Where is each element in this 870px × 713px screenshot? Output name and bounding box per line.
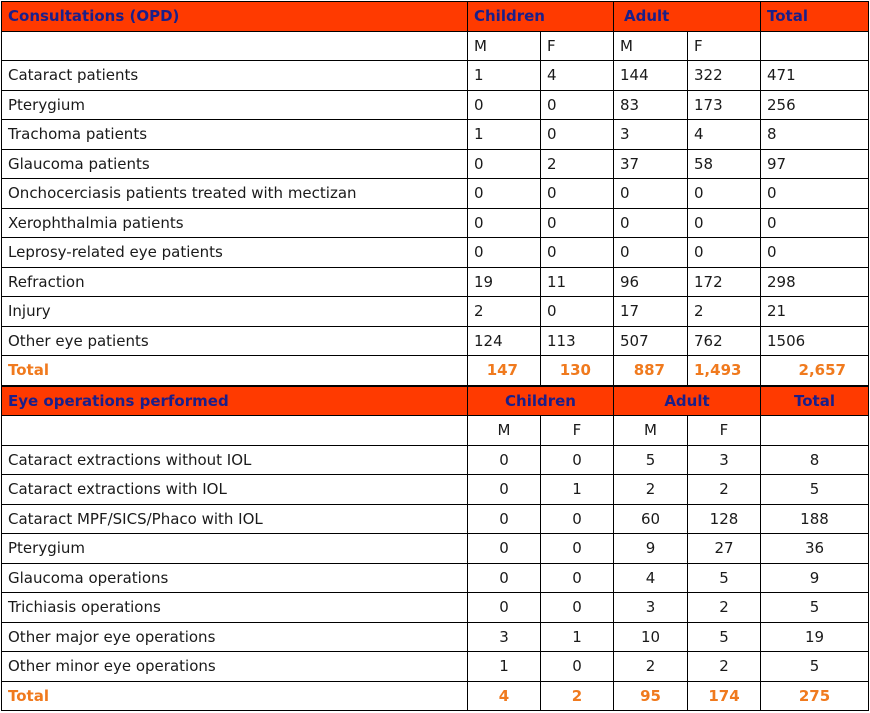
table-row [2, 504, 869, 534]
cell-adult-m: 3 [614, 120, 688, 150]
cell-adult-f: 27 [688, 534, 761, 564]
table-row [2, 622, 869, 652]
cell-adult-f: 172 [688, 267, 761, 297]
cell-children-f: 0 [541, 652, 614, 682]
ops-sub-children-f: F [541, 416, 614, 446]
opd-sub-children-m: M [468, 31, 541, 61]
opd-header-row [2, 2, 869, 32]
cell-children-m: 0 [468, 475, 541, 505]
opd-sub-adult-m: M [614, 31, 688, 61]
table-row [2, 297, 869, 327]
total-adult-f: 1,493 [688, 356, 761, 386]
cell-children-f: 113 [541, 326, 614, 356]
opd-adult-header: Adult [614, 2, 761, 32]
cell-adult-m: 2 [614, 475, 688, 505]
cell-children-m: 1 [468, 652, 541, 682]
total-children-f: 2 [541, 681, 614, 711]
cell-adult-m: 3 [614, 593, 688, 623]
cell-adult-m: 5 [614, 445, 688, 475]
cell-adult-m: 10 [614, 622, 688, 652]
cell-children-m: 3 [468, 622, 541, 652]
total-children-f: 130 [541, 356, 614, 386]
cell-total: 5 [761, 593, 869, 623]
total-adult-f: 174 [688, 681, 761, 711]
opd-sub-adult-f: F [688, 31, 761, 61]
row-label: Glaucoma patients [2, 149, 468, 179]
total-total: 275 [761, 681, 869, 711]
row-label: Pterygium [2, 534, 468, 564]
cell-children-f: 11 [541, 267, 614, 297]
cell-children-f: 0 [541, 238, 614, 268]
cell-children-f: 4 [541, 61, 614, 91]
cell-children-m: 0 [468, 504, 541, 534]
cell-adult-f: 2 [688, 652, 761, 682]
cell-children-m: 0 [468, 593, 541, 623]
row-label: Other minor eye operations [2, 652, 468, 682]
cell-children-f: 2 [541, 149, 614, 179]
ops-children-header: Children [468, 386, 614, 416]
cell-children-m: 0 [468, 90, 541, 120]
cell-adult-f: 4 [688, 120, 761, 150]
cell-adult-m: 144 [614, 61, 688, 91]
cell-adult-f: 2 [688, 297, 761, 327]
ops-table-body [2, 386, 869, 711]
cell-total: 471 [761, 61, 869, 91]
cell-children-m: 0 [468, 149, 541, 179]
cell-children-m: 0 [468, 238, 541, 268]
row-label: Injury [2, 297, 468, 327]
cell-children-f: 0 [541, 445, 614, 475]
total-children-m: 147 [468, 356, 541, 386]
cell-children-m: 0 [468, 208, 541, 238]
table-row [2, 534, 869, 564]
cell-adult-f: 3 [688, 445, 761, 475]
table-row [2, 120, 869, 150]
cell-total: 1506 [761, 326, 869, 356]
cell-children-m: 2 [468, 297, 541, 327]
opd-table [1, 1, 869, 386]
cell-adult-m: 0 [614, 208, 688, 238]
cell-children-m: 0 [468, 563, 541, 593]
cell-adult-f: 173 [688, 90, 761, 120]
table-row [2, 149, 869, 179]
row-label: Pterygium [2, 90, 468, 120]
opd-subheader-blank [2, 31, 468, 61]
cell-children-m: 0 [468, 179, 541, 209]
total-label: Total [2, 356, 468, 386]
cell-total: 0 [761, 179, 869, 209]
row-label: Cataract MPF/SICS/Phaco with IOL [2, 504, 468, 534]
row-label: Leprosy-related eye patients [2, 238, 468, 268]
row-label: Cataract patients [2, 61, 468, 91]
row-label: Other major eye operations [2, 622, 468, 652]
row-label: Onchocerciasis patients treated with mectizan [2, 179, 468, 209]
total-total: 2,657 [761, 356, 869, 386]
cell-adult-m: 9 [614, 534, 688, 564]
cell-total: 0 [761, 238, 869, 268]
ops-sub-children-m: M [468, 416, 541, 446]
opd-total-header: Total [761, 2, 869, 32]
cell-total: 5 [761, 475, 869, 505]
cell-total: 5 [761, 652, 869, 682]
cell-adult-f: 0 [688, 208, 761, 238]
cell-children-f: 0 [541, 504, 614, 534]
cell-children-m: 19 [468, 267, 541, 297]
cell-adult-f: 2 [688, 593, 761, 623]
cell-adult-m: 17 [614, 297, 688, 327]
cell-adult-m: 60 [614, 504, 688, 534]
cell-adult-m: 0 [614, 238, 688, 268]
cell-children-f: 1 [541, 475, 614, 505]
cell-adult-m: 2 [614, 652, 688, 682]
cell-children-m: 0 [468, 534, 541, 564]
ops-total-header: Total [761, 386, 869, 416]
cell-total: 21 [761, 297, 869, 327]
total-adult-m: 95 [614, 681, 688, 711]
cell-total: 188 [761, 504, 869, 534]
row-label: Xerophthalmia patients [2, 208, 468, 238]
report-tables [1, 1, 869, 711]
cell-total: 8 [761, 120, 869, 150]
table-row [2, 563, 869, 593]
ops-sub-adult-f: F [688, 416, 761, 446]
row-label: Cataract extractions with IOL [2, 475, 468, 505]
cell-adult-m: 4 [614, 563, 688, 593]
cell-adult-f: 2 [688, 475, 761, 505]
cell-adult-m: 83 [614, 90, 688, 120]
ops-title: Eye operations performed [2, 386, 468, 416]
total-row [2, 356, 869, 386]
cell-adult-f: 5 [688, 563, 761, 593]
table-row [2, 475, 869, 505]
cell-children-f: 0 [541, 563, 614, 593]
opd-title: Consultations (OPD) [2, 2, 468, 32]
row-label: Trachoma patients [2, 120, 468, 150]
cell-adult-f: 0 [688, 179, 761, 209]
row-label: Cataract extractions without IOL [2, 445, 468, 475]
ops-subheader-blank [2, 416, 468, 446]
cell-children-f: 0 [541, 120, 614, 150]
cell-adult-f: 762 [688, 326, 761, 356]
cell-total: 0 [761, 208, 869, 238]
opd-table-body [2, 2, 869, 386]
total-adult-m: 887 [614, 356, 688, 386]
cell-total: 8 [761, 445, 869, 475]
cell-total: 36 [761, 534, 869, 564]
cell-adult-m: 0 [614, 179, 688, 209]
ops-header-row [2, 386, 869, 416]
cell-total: 256 [761, 90, 869, 120]
ops-adult-header: Adult [614, 386, 761, 416]
total-label: Total [2, 681, 468, 711]
cell-adult-f: 0 [688, 238, 761, 268]
table-row [2, 652, 869, 682]
table-row [2, 326, 869, 356]
cell-total: 97 [761, 149, 869, 179]
opd-children-header: Children [468, 2, 614, 32]
total-children-m: 4 [468, 681, 541, 711]
cell-children-f: 0 [541, 297, 614, 327]
table-row [2, 61, 869, 91]
cell-total: 19 [761, 622, 869, 652]
ops-sub-total-blank [761, 416, 869, 446]
table-row [2, 208, 869, 238]
cell-adult-f: 128 [688, 504, 761, 534]
opd-subheader-row [2, 31, 869, 61]
table-row [2, 267, 869, 297]
row-label: Other eye patients [2, 326, 468, 356]
cell-children-f: 0 [541, 179, 614, 209]
opd-sub-total-blank [761, 31, 869, 61]
row-label: Refraction [2, 267, 468, 297]
ops-sub-adult-m: M [614, 416, 688, 446]
row-label: Glaucoma operations [2, 563, 468, 593]
table-row [2, 238, 869, 268]
cell-adult-f: 58 [688, 149, 761, 179]
cell-adult-f: 322 [688, 61, 761, 91]
cell-children-m: 0 [468, 445, 541, 475]
opd-sub-children-f: F [541, 31, 614, 61]
cell-children-m: 1 [468, 120, 541, 150]
cell-children-f: 0 [541, 208, 614, 238]
row-label: Trichiasis operations [2, 593, 468, 623]
cell-children-f: 0 [541, 90, 614, 120]
cell-children-f: 1 [541, 622, 614, 652]
cell-adult-m: 96 [614, 267, 688, 297]
table-row [2, 593, 869, 623]
table-row [2, 445, 869, 475]
cell-total: 9 [761, 563, 869, 593]
cell-children-f: 0 [541, 593, 614, 623]
ops-table [1, 386, 869, 712]
cell-adult-m: 507 [614, 326, 688, 356]
cell-children-m: 124 [468, 326, 541, 356]
cell-adult-f: 5 [688, 622, 761, 652]
total-row [2, 681, 869, 711]
ops-subheader-row [2, 416, 869, 446]
table-row [2, 90, 869, 120]
cell-children-m: 1 [468, 61, 541, 91]
cell-adult-m: 37 [614, 149, 688, 179]
table-row [2, 179, 869, 209]
cell-children-f: 0 [541, 534, 614, 564]
cell-total: 298 [761, 267, 869, 297]
